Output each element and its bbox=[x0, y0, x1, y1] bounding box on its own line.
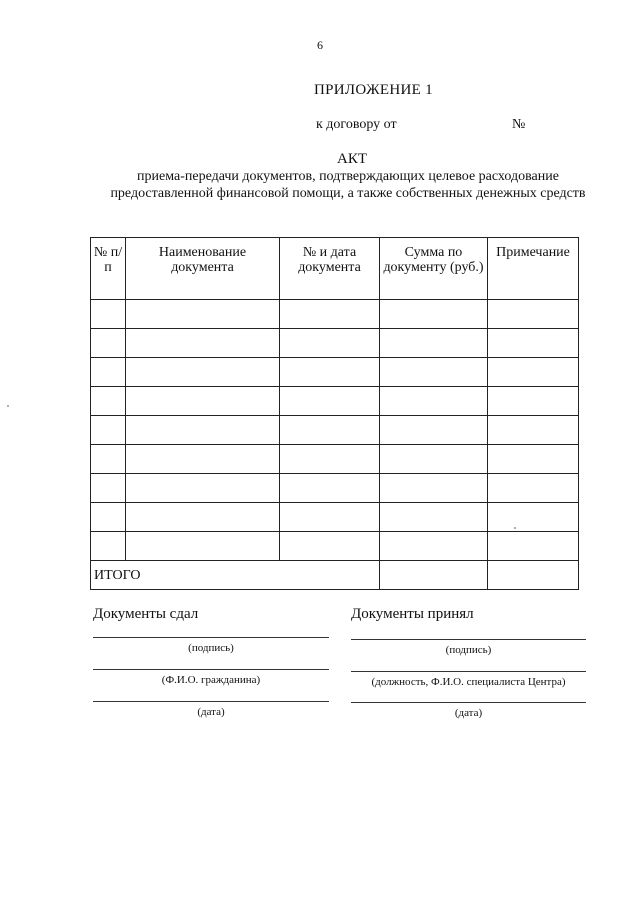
scan-speck bbox=[514, 527, 516, 529]
table-cell bbox=[280, 532, 380, 561]
table-cell bbox=[380, 445, 488, 474]
date-line bbox=[93, 701, 329, 702]
table-cell bbox=[380, 503, 488, 532]
table-row bbox=[91, 387, 579, 416]
table-row bbox=[91, 358, 579, 387]
act-title: АКТ bbox=[337, 151, 367, 167]
table-cell bbox=[126, 503, 280, 532]
table-cell bbox=[488, 445, 579, 474]
name-line bbox=[93, 669, 329, 670]
table-cell bbox=[280, 445, 380, 474]
signature-line bbox=[351, 639, 586, 640]
table-cell bbox=[380, 300, 488, 329]
signature-caption: (подпись) bbox=[188, 642, 234, 654]
table-cell bbox=[91, 416, 126, 445]
col-header-doc-name: Наименование документа bbox=[126, 238, 280, 300]
position-name-line bbox=[351, 671, 586, 672]
table-body bbox=[91, 300, 579, 561]
table-cell bbox=[280, 300, 380, 329]
table-cell bbox=[280, 416, 380, 445]
table-cell bbox=[91, 445, 126, 474]
table-cell bbox=[91, 387, 126, 416]
table-cell bbox=[126, 474, 280, 503]
signature-line bbox=[93, 637, 329, 638]
table-row bbox=[91, 300, 579, 329]
col-header-note: Примечание bbox=[488, 238, 579, 300]
signature-right-heading: Документы принял bbox=[351, 606, 474, 622]
act-subtitle: приема-передачи документов, подтверждающих целевое расходование предоставленной финансовой помощи, а также собственных денежных средств bbox=[110, 169, 586, 201]
table-cell bbox=[380, 387, 488, 416]
table-cell bbox=[380, 416, 488, 445]
table-cell bbox=[488, 329, 579, 358]
table-cell bbox=[380, 474, 488, 503]
table-cell bbox=[488, 387, 579, 416]
col-header-doc-number-date: № и дата документа bbox=[280, 238, 380, 300]
signature-caption: (подпись) bbox=[445, 644, 492, 656]
citizen-name-caption: (Ф.И.О. гражданина) bbox=[161, 674, 261, 686]
table-cell bbox=[126, 300, 280, 329]
table-cell bbox=[91, 474, 126, 503]
contract-reference: к договору от bbox=[316, 117, 397, 132]
date-caption: (дата) bbox=[197, 706, 225, 718]
table-cell bbox=[126, 445, 280, 474]
specialist-caption: (должность, Ф.И.О. специалиста Центра) bbox=[371, 676, 566, 688]
date-line bbox=[351, 702, 586, 703]
table-row bbox=[91, 474, 579, 503]
table-cell bbox=[488, 300, 579, 329]
table-cell bbox=[126, 416, 280, 445]
table-cell bbox=[488, 532, 579, 561]
table-cell bbox=[126, 387, 280, 416]
table-cell bbox=[126, 329, 280, 358]
table-cell bbox=[280, 387, 380, 416]
table-row bbox=[91, 329, 579, 358]
date-caption: (дата) bbox=[454, 707, 483, 719]
table-cell bbox=[91, 329, 126, 358]
table-cell bbox=[488, 358, 579, 387]
table-cell bbox=[91, 503, 126, 532]
table-cell bbox=[91, 300, 126, 329]
table-row bbox=[91, 503, 579, 532]
signature-left-heading: Документы сдал bbox=[93, 606, 199, 622]
documents-table bbox=[90, 237, 579, 590]
table-row bbox=[91, 445, 579, 474]
total-row bbox=[91, 561, 579, 590]
col-header-number: № п/п bbox=[91, 238, 126, 300]
table-cell bbox=[380, 329, 488, 358]
table-cell bbox=[126, 532, 280, 561]
table-row bbox=[91, 416, 579, 445]
table-cell bbox=[280, 503, 380, 532]
table-cell bbox=[91, 532, 126, 561]
table-cell bbox=[280, 358, 380, 387]
table-header-row bbox=[91, 238, 579, 300]
table-row bbox=[91, 532, 579, 561]
appendix-title: ПРИЛОЖЕНИЕ 1 bbox=[314, 82, 433, 98]
total-label: ИТОГО bbox=[91, 561, 380, 590]
scan-speck bbox=[7, 405, 9, 407]
total-amount-cell bbox=[380, 561, 488, 590]
total-note-cell bbox=[488, 561, 579, 590]
table-cell bbox=[91, 358, 126, 387]
table-cell bbox=[126, 358, 280, 387]
table-cell bbox=[380, 358, 488, 387]
table-cell bbox=[488, 503, 579, 532]
table-cell bbox=[488, 474, 579, 503]
col-header-amount: Сумма по документу (руб.) bbox=[380, 238, 488, 300]
contract-number-sign: № bbox=[512, 117, 526, 132]
page-number: 6 bbox=[317, 38, 323, 52]
table-cell bbox=[488, 416, 579, 445]
table-cell bbox=[380, 532, 488, 561]
table-cell bbox=[280, 474, 380, 503]
table-cell bbox=[280, 329, 380, 358]
